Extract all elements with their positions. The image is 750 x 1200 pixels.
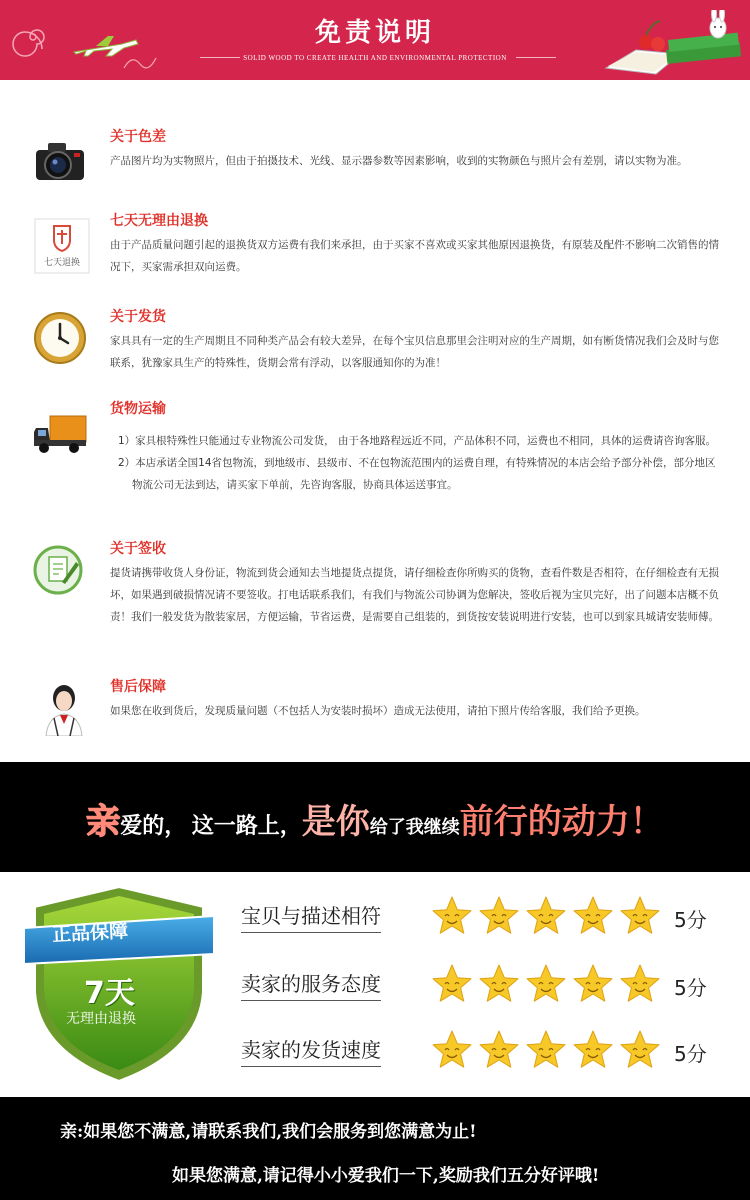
smiley-star-icon [621, 965, 659, 1001]
section-logistics [30, 400, 730, 530]
section-body [110, 700, 724, 722]
smiley-star-icon [621, 897, 659, 933]
page-title: 免责说明 [314, 18, 435, 48]
section-title: 七天无理由退换 [110, 213, 208, 229]
section-after-sales [30, 678, 730, 742]
smiley-star-icon [433, 897, 471, 933]
slogan-part: 是你 [301, 802, 370, 842]
star-rating [430, 894, 670, 938]
section-title: 货物运输 [110, 401, 166, 417]
smiley-star-icon [480, 1031, 518, 1067]
star-rating [430, 1028, 670, 1072]
rating-score: 5分 [674, 976, 707, 1000]
sign-document-icon [32, 542, 88, 598]
section-color-difference [30, 128, 730, 188]
footer-banner [0, 1097, 750, 1200]
rating-panel [0, 872, 750, 1097]
rating-score: 5分 [674, 1042, 707, 1066]
slogan-part: 这一路上， [191, 814, 302, 839]
section-receiving [30, 540, 730, 660]
smiley-star-icon [527, 1031, 565, 1067]
section-title: 关于发货 [110, 309, 166, 325]
smiley-star-icon [621, 1031, 659, 1067]
section-text: 如果您在收到货后，发现质量问题（不包括人为安装时损坏）造成无法使用，请拍下照片传给客服，我们给予更换。 [110, 705, 646, 717]
rating-score: 5分 [674, 908, 707, 932]
smiley-star-icon [480, 897, 518, 933]
rating-row-description [237, 894, 737, 940]
customer-service-icon [36, 680, 92, 736]
section-shipping-time [30, 308, 730, 378]
shield-big-text: 7天 [84, 976, 135, 1011]
truck-icon [32, 406, 88, 462]
smiley-star-icon [480, 965, 518, 1001]
swirl-small-icon [120, 48, 160, 76]
shield-top-text: 正品保障 [51, 920, 129, 946]
smiley-star-icon [574, 1031, 612, 1067]
section-body [110, 330, 724, 374]
slogan-text [0, 794, 750, 843]
shield-small-text: 无理由退换 [66, 1011, 136, 1027]
clock-icon [32, 310, 88, 366]
section-list-item: 2）本店承诺全国14省包物流，到地级市、县级市、不在包物流范围内的运费自理，有特殊情况的本店会给予部分补偿，部分地区物流公司无法到达，请买家下单前，先咨询客服，协商具体运送事宜。 [118, 457, 716, 491]
slogan-part: 前行的动力！ [459, 802, 664, 842]
footer-line: 亲:如果您不满意,请联系我们,我们会服务到您满意为止! [60, 1122, 477, 1142]
rating-label: 卖家的发货速度 [241, 1034, 381, 1067]
section-body [110, 234, 724, 278]
smiley-star-icon [527, 897, 565, 933]
rating-label: 宝贝与描述相符 [241, 900, 381, 933]
rating-row-shipping [237, 1028, 737, 1074]
page-subtitle: SOLID WOOD TO CREATE HEALTH AND ENVIRONMENTAL PROTECTION [243, 54, 507, 62]
slogan-banner [0, 762, 750, 872]
camera-icon [32, 132, 88, 188]
section-title: 关于色差 [110, 129, 166, 145]
slogan-part: 爱的， [120, 814, 187, 839]
smiley-star-icon [574, 965, 612, 1001]
smiley-star-icon [433, 1031, 471, 1067]
slogan-part: 亲 [86, 802, 121, 842]
smiley-star-icon [574, 897, 612, 933]
section-body [110, 430, 724, 496]
section-text: 家具具有一定的生产周期且不同种类产品会有较大差异，在每个宝贝信息那里会注明对应的生产周期，如有断货情况我们会及时与您联系，犹豫家具生产的特殊性，货期会常有浮动，以客服通知你的为准！ [110, 335, 719, 369]
rating-label: 卖家的服务态度 [241, 968, 381, 1001]
section-text: 提货请携带收货人身份证，物流到货会通知去当地提货点提货，请仔细检查你所购买的货物，查看件数是否相符，在仔细检查有无损坏，如果遇到破损情况请不要签收。打电话联系我们，有我们与物流公司协调为您解决，签收后视为宝贝完好，出了问题本店概不负责！我们一般发货为散装家居，方便运输，节省运费，是需要自己组装的，到货按安装说明进行安装，也可以到家具城请安装师傅。 [110, 567, 719, 623]
section-list-item: 1）家具根特殊性只能通过专业物流公司发货， 由于各地路程远近不同，产品体积不同，运费也不相同，具体的运费请咨询客服。 [118, 435, 717, 447]
section-seven-day-return [30, 212, 730, 282]
star-rating [430, 962, 670, 1006]
books-icon [596, 10, 746, 78]
divider [516, 57, 556, 58]
section-text: 由于产品质量问题引起的退换货双方运费有我们来承担，由于买家不喜欢或买家其他原因退换货，有原装及配件不影响二次销售的情况下，买家需承担双向运费。 [110, 239, 719, 273]
section-title: 售后保障 [110, 679, 166, 695]
section-body [110, 562, 724, 628]
section-body [110, 150, 724, 172]
section-title: 关于签收 [110, 541, 166, 557]
page-header [0, 0, 750, 80]
slogan-part: 给了我继续 [369, 817, 460, 838]
footer-line: 如果您满意,请记得小小爱我们一下,奖励我们五分好评哦! [172, 1166, 600, 1186]
return-icon-text: 七天退换 [43, 258, 80, 268]
smiley-star-icon [527, 965, 565, 1001]
section-text: 产品图片均为实物照片，但由于拍摄技术、光线、显示器参数等因素影响，收到的实物颜色与照片会有差别，请以实物为准。 [110, 155, 688, 167]
rating-row-service [237, 962, 737, 1008]
smiley-star-icon [433, 965, 471, 1001]
